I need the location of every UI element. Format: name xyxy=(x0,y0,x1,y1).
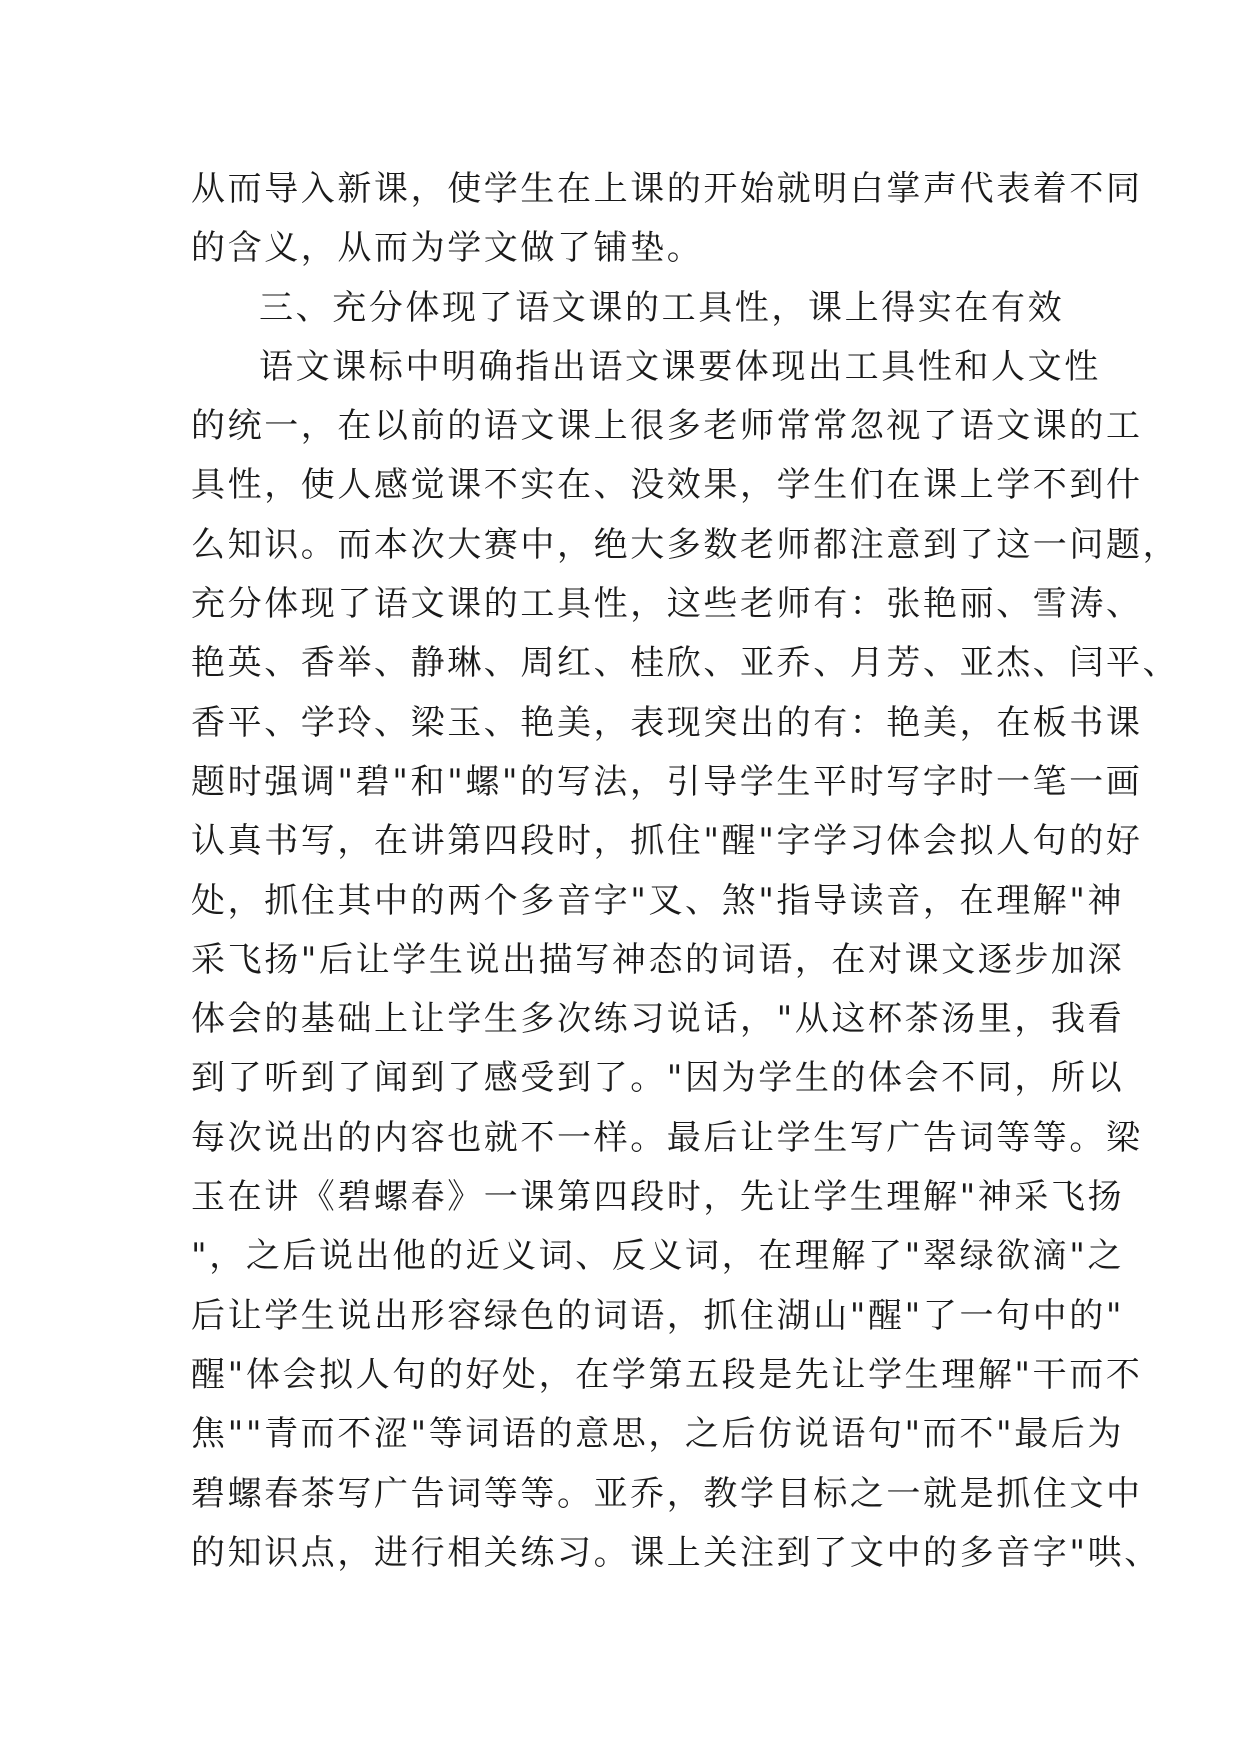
text-line: 碧螺春茶写广告词等等。亚乔，教学目标之一就是抓住文中 xyxy=(191,1473,1143,1514)
text-line: "，之后说出他的近义词、反义词，在理解了"翠绿欲滴"之 xyxy=(191,1236,1125,1277)
text-line: 每次说出的内容也就不一样。最后让学生写广告词等等。梁 xyxy=(191,1117,1143,1158)
text-line: 艳英、香举、静琳、周红、桂欣、亚乔、月芳、亚杰、闫平、 xyxy=(191,643,1180,684)
text-line: 具性，使人感觉课不实在、没效果，学生们在课上学不到什 xyxy=(191,465,1143,506)
text-line: 的含义，从而为学文做了铺垫。 xyxy=(191,228,704,269)
text-line: 的统一，在以前的语文课上很多老师常常忽视了语文课的工 xyxy=(191,406,1143,447)
text-line: 到了听到了闻到了感受到了。"因为学生的体会不同，所以 xyxy=(191,1058,1125,1099)
section-heading: 三、充分体现了语文课的工具性，课上得实在有效 xyxy=(259,287,1065,328)
text-line: 焦""青而不涩"等词语的意思，之后仿说语句"而不"最后为 xyxy=(191,1414,1124,1455)
text-line: 体会的基础上让学生多次练习说话，"从这杯茶汤里，我看 xyxy=(191,999,1125,1040)
text-line: 玉在讲《碧螺春》一课第四段时，先让学生理解"神采飞扬 xyxy=(191,1177,1125,1218)
text-line: 充分体现了语文课的工具性，这些老师有：张艳丽、雪涛、 xyxy=(191,584,1143,625)
text-line: 采飞扬"后让学生说出描写神态的词语，在对课文逐步加深 xyxy=(191,939,1125,980)
text-line: 的知识点，进行相关练习。课上关注到了文中的多音字"哄、 xyxy=(191,1532,1161,1573)
paragraph-start-line: 语文课标中明确指出语文课要体现出工具性和人文性 xyxy=(259,346,1101,387)
text-line: 题时强调"碧"和"螺"的写法，引导学生平时写字时一笔一画 xyxy=(191,761,1143,802)
text-line: 香平、学玲、梁玉、艳美，表现突出的有：艳美，在板书课 xyxy=(191,702,1143,743)
text-line: 么知识。而本次大赛中，绝大多数老师都注意到了这一问题， xyxy=(191,524,1180,565)
text-line: 处，抓住其中的两个多音字"叉、煞"指导读音，在理解"神 xyxy=(191,880,1125,921)
text-line: 从而导入新课，使学生在上课的开始就明白掌声代表着不同 xyxy=(191,169,1143,209)
text-line: 醒"体会拟人句的好处，在学第五段是先让学生理解"干而不 xyxy=(191,1354,1143,1395)
text-line: 认真书写，在讲第四段时，抓住"醒"字学习体会拟人句的好 xyxy=(191,821,1143,862)
text-line: 后让学生说出形容绿色的词语，抓住湖山"醒"了一句中的" xyxy=(191,1295,1125,1336)
body-text xyxy=(191,160,1180,1583)
